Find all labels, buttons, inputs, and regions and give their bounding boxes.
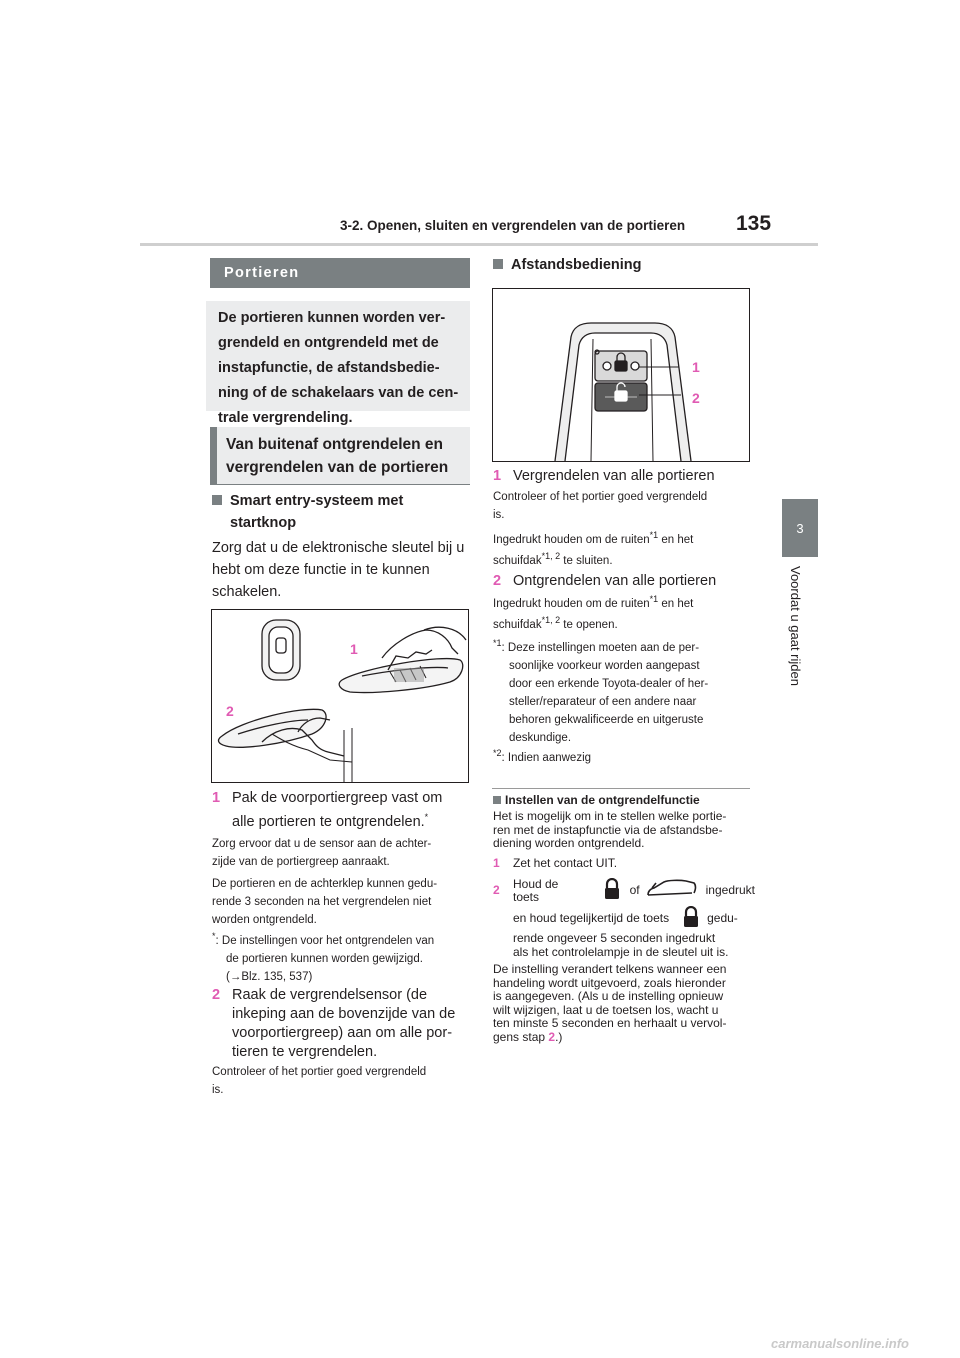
subheading-line: Van buitenaf ontgrendelen en <box>226 436 444 453</box>
right-step-1-note <box>493 488 755 524</box>
footnote-line: behoren gekwalificeerde en uitgeruste <box>509 714 704 726</box>
note-line: Zorg ervoor dat u de sensor aan de achter- <box>212 838 432 850</box>
chapter-title-wrap <box>785 566 805 716</box>
intro-panel <box>206 301 470 426</box>
intro-line: trale vergrendeling. <box>218 410 353 426</box>
remote-title-text: Afstandsbediening <box>511 257 642 273</box>
setting-step-2-line2 <box>513 906 763 932</box>
text-line: De instelling verandert telkens wanneer een <box>493 962 727 976</box>
left-step-2 <box>212 986 474 1062</box>
square-bullet-icon <box>493 796 501 804</box>
step-text: als het controlelampje in de sleutel uit is. <box>513 944 729 959</box>
text-line: Het is mogelijk om in te stellen welke portie- <box>493 809 727 823</box>
note-line: is. <box>212 1084 224 1096</box>
chapter-title: Voordat u gaat rijden <box>788 566 803 686</box>
footnote-line: de portieren kunnen worden gewijzigd. <box>226 953 423 965</box>
figure-label-2: 2 <box>692 390 700 406</box>
intro-line: ning of de schakelaars van de cen- <box>218 385 459 401</box>
step-text: Pak de voorportiergreep vast om <box>232 790 443 806</box>
setting-intro <box>493 810 755 851</box>
step-text: rende ongeveer 5 seconden ingedrukt <box>513 931 716 945</box>
square-bullet-icon <box>212 495 222 505</box>
intro-line: instapfunctie, de afstandsbedie- <box>218 360 440 376</box>
footnote-mark: *1 <box>649 530 659 541</box>
footnote-mark: * <box>424 812 429 823</box>
footnote-line: door een erkende Toyota-dealer of her- <box>509 678 709 690</box>
note-line: worden ontgrendeld. <box>212 914 317 926</box>
step-text: Zet het contact UIT. <box>513 856 618 870</box>
figure-label-2: 2 <box>226 703 234 719</box>
footnote-line: : Deze instellingen moeten aan de per- <box>501 642 700 654</box>
setting-step-2-line3 <box>513 932 763 959</box>
footnote-mark: *1, 2 <box>541 615 561 626</box>
left-step-1-notes <box>212 835 474 929</box>
chapter-tab <box>782 499 818 557</box>
text-line: gens stap <box>493 1029 549 1044</box>
hold-text: te openen. <box>560 619 618 631</box>
square-bullet-icon <box>493 259 503 269</box>
note-line: is. <box>493 509 505 521</box>
text-line: wilt wijzigen, laat u de toetsen los, wacht u <box>493 1002 719 1017</box>
setting-step-2-line1 <box>493 878 755 904</box>
step-text: en houd tegelijkertijd de toets <box>513 911 670 926</box>
step-number: 2 <box>212 987 221 1003</box>
left-step-1 <box>212 787 474 833</box>
header-divider <box>140 243 818 246</box>
step-text: of <box>629 883 640 898</box>
step-number: 1 <box>493 468 502 484</box>
step-number: 2 <box>493 573 502 589</box>
hold-text: schuifdak <box>493 555 542 567</box>
hold-text: Ingedrukt houden om de ruiten <box>493 534 650 546</box>
step-text: Houd de toets <box>512 876 559 904</box>
setting-title-text: Instellen van de ontgrendelfunctie <box>505 793 700 807</box>
step-number: 1 <box>212 790 221 806</box>
setting-title <box>493 792 700 808</box>
right-footnote-2 <box>493 749 755 767</box>
figure-label-1: 1 <box>350 641 358 657</box>
footnote-mark: *1 <box>649 594 659 605</box>
step-text: Ontgrendelen van alle portieren <box>513 573 717 589</box>
footnote-line: : De instellingen voor het ontgrendelen van <box>215 935 435 947</box>
right-step-1 <box>493 465 755 487</box>
text-line: .) <box>555 1029 563 1044</box>
remote-title <box>493 255 642 275</box>
intro-line: grendeld en ontgrendeld met de <box>218 335 439 351</box>
remote-key-illustration <box>493 289 749 461</box>
step-text: Raak de vergrendelsensor (de <box>232 987 428 1003</box>
step-number: 1 <box>493 856 500 870</box>
text-line: Zorg dat u de elektronische sleutel bij u <box>212 540 465 556</box>
footnote-mark: *1 <box>493 638 502 649</box>
door-handle-illustration <box>212 610 468 782</box>
subheading-line: vergrendelen van de portieren <box>226 459 449 476</box>
right-footnote-1 <box>493 639 755 747</box>
footnote-line: : Indien aanwezig <box>501 752 592 764</box>
door-handle-figure <box>211 609 469 783</box>
step-text: voorportiergreep) aan om alle por- <box>232 1025 453 1041</box>
footnote-line: deskundige. <box>509 732 572 744</box>
footnote-mark: * <box>212 931 216 942</box>
step-reference: 2 <box>548 1029 556 1044</box>
section-title: 3-2. Openen, sluiten en vergrendelen van de portieren <box>340 218 686 233</box>
step-text: tieren te vergrendelen. <box>232 1044 378 1060</box>
text-line: ten minste 5 seconden en herhaalt u vervol- <box>493 1016 727 1030</box>
smart-title-line: startknop <box>230 515 297 531</box>
note-line: De portieren en de achterklep kunnen gedu- <box>212 878 438 890</box>
right-step-1-hold <box>493 530 755 572</box>
remote-figure <box>492 288 750 462</box>
watermark: carmanualsonline.info <box>771 1336 909 1351</box>
step-text: inkeping aan de bovenzijde van de <box>232 1006 456 1022</box>
step-number: 2 <box>493 883 500 898</box>
text-line: diening worden ontgrendeld. <box>493 836 645 850</box>
hold-text: te sluiten. <box>560 555 613 567</box>
subheading <box>210 427 470 484</box>
smart-title-line: Smart entry-systeem met <box>230 493 404 509</box>
text-line: ren met de instapfunctie via de afstandsbe- <box>493 822 723 837</box>
step-text: ingedrukt <box>705 883 755 898</box>
footnote-line: (→Blz. 135, 537) <box>226 971 313 983</box>
footnote-mark: *2 <box>493 748 502 759</box>
figure-label-1: 1 <box>692 359 700 375</box>
hold-text: Ingedrukt houden om de ruiten <box>493 598 650 610</box>
section-divider <box>492 788 750 789</box>
right-step-2-hold <box>493 594 755 636</box>
step-text: alle portieren te ontgrendelen. <box>232 814 425 830</box>
note-line: Controleer of het portier goed vergrendeld <box>493 491 708 503</box>
lock-icon <box>683 906 699 932</box>
note-line: rende 3 seconden na het vergrendelen niet <box>212 896 432 908</box>
step-text: Vergrendelen van alle portieren <box>513 468 715 484</box>
right-step-2 <box>493 570 755 592</box>
smart-entry-title <box>212 490 403 534</box>
hold-text: schuifdak <box>493 619 542 631</box>
footnote-line: soonlijke voorkeur worden aangepast <box>509 660 700 672</box>
smart-entry-text <box>212 537 472 603</box>
text-line: schakelen. <box>212 584 282 600</box>
lock-icon <box>604 878 620 904</box>
car-icon <box>646 879 698 903</box>
hold-text: en het <box>658 598 694 610</box>
section-heading: Portieren <box>210 258 470 288</box>
left-step-2-note <box>212 1063 474 1099</box>
hold-text: en het <box>658 534 694 546</box>
text-line: handeling wordt uitgevoerd, zoals hieronder <box>493 975 726 990</box>
setting-step-1 <box>493 857 755 871</box>
note-line: zijde van de portiergreep aanraakt. <box>212 856 390 868</box>
left-footnote <box>212 932 474 986</box>
subheading-rule <box>210 484 470 485</box>
text-line: is aangegeven. (Als u de instelling opnieuw <box>493 989 724 1003</box>
chapter-number: 3 <box>796 520 804 536</box>
note-line: Controleer of het portier goed vergrendeld <box>212 1066 427 1078</box>
step-text: gedu- <box>707 911 738 926</box>
footnote-line: steller/reparateur of een andere naar <box>509 696 697 708</box>
setting-outro <box>493 963 755 1044</box>
footnote-mark: *1, 2 <box>541 551 561 562</box>
page-number: 135 <box>736 212 772 235</box>
text-line: hebt om deze functie in te kunnen <box>212 562 430 578</box>
intro-line: De portieren kunnen worden ver- <box>218 310 446 326</box>
